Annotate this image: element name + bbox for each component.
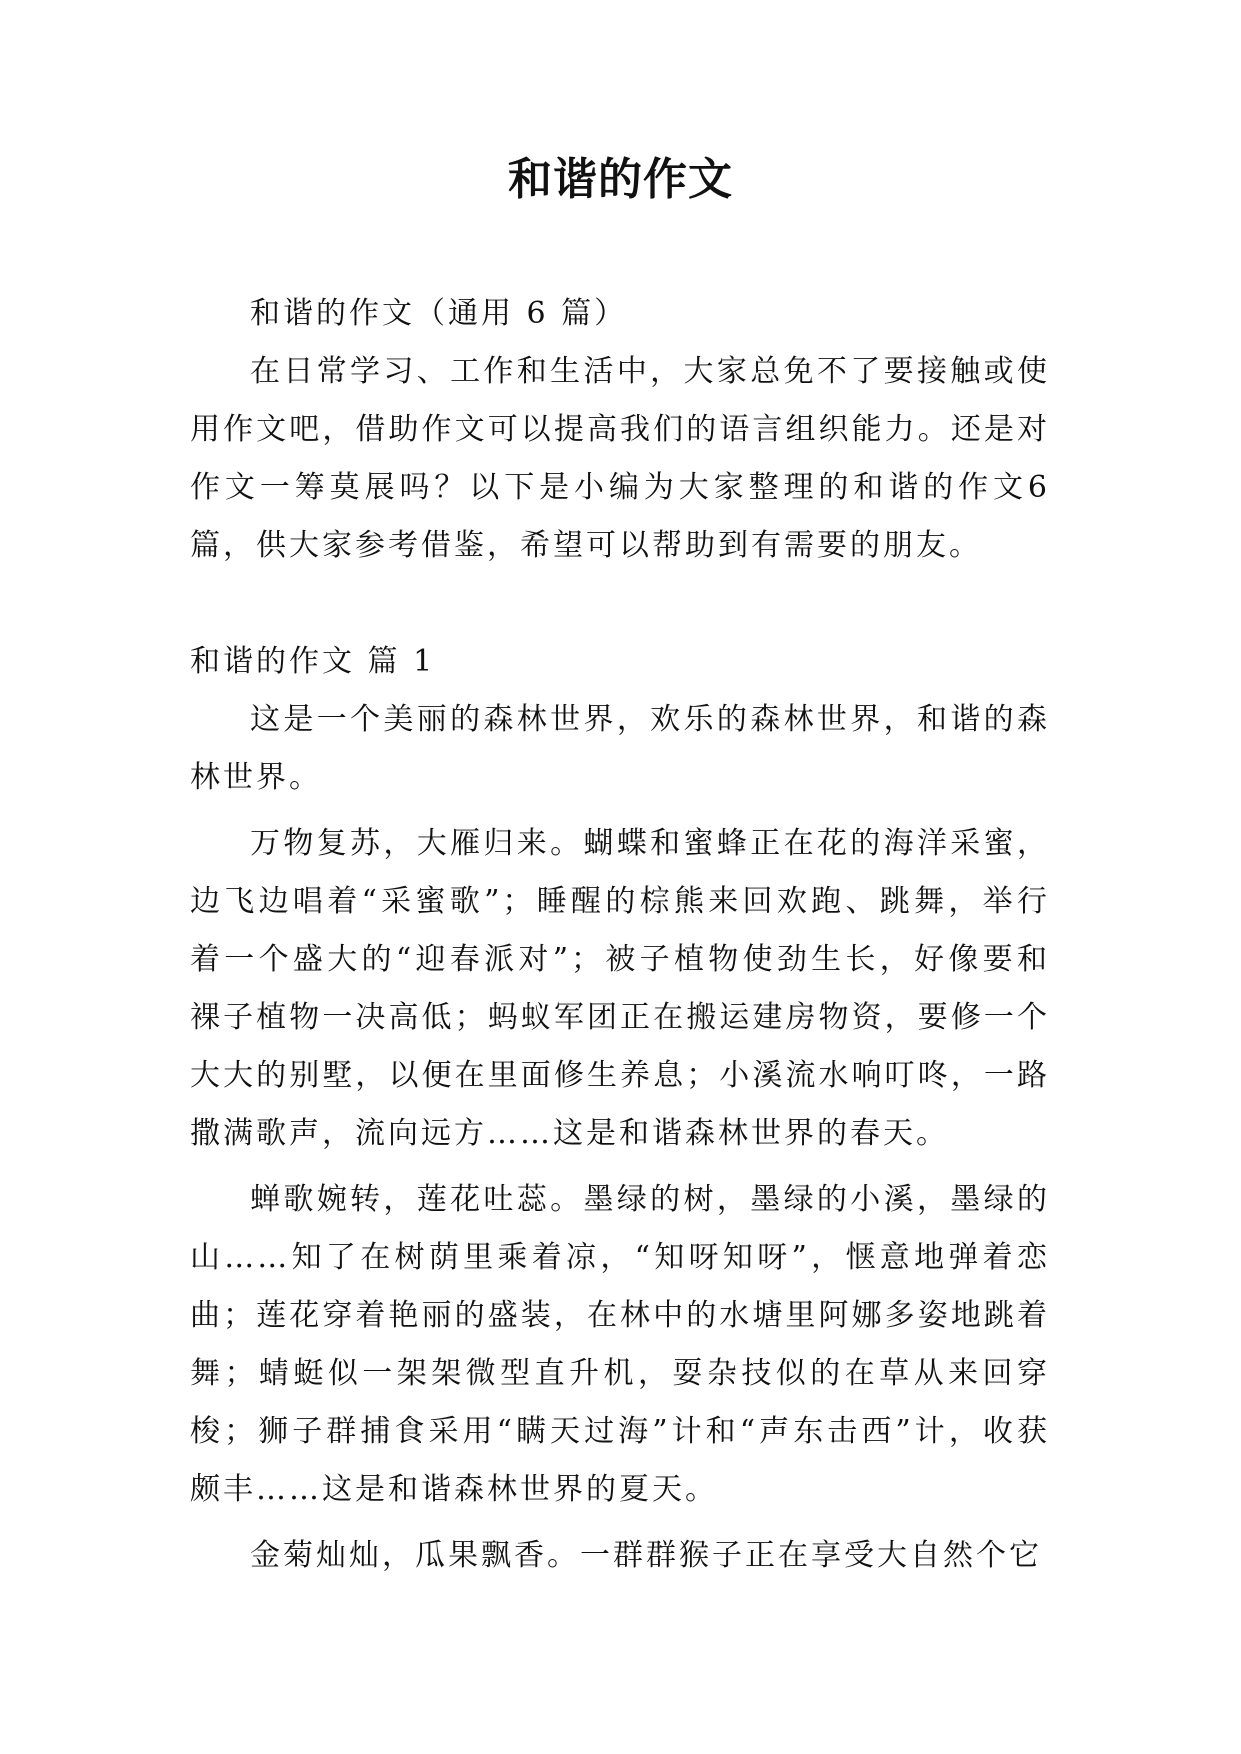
document-body [190, 285, 1050, 1585]
section-paragraph: 万物复苏，大雁归来。蝴蝶和蜜蜂正在花的海洋采蜜，边飞边唱着“采蜜歌”；睡醒的棕熊来回欢跑、跳舞，举行着一个盛大的“迎春派对”；被子植物使劲生长，好像要和裸子植物一决高低；蚂蚁军团正在搬运建房物资，要修一个大大的别墅，以便在里面修生养息；小溪流水响叮咚，一路撒满歌声，流向远方……这是和谐森林世界的春天。 [190, 826, 1050, 1151]
section-paragraph: 蝉歌婉转，莲花吐蕊。墨绿的树，墨绿的小溪，墨绿的山……知了在树荫里乘着凉，“知呀知呀”，惬意地弹着恋曲；莲花穿着艳丽的盛装，在林中的水塘里阿娜多姿地跳着舞；蜻蜓似一架架微型直升机，耍杂技似的在草从来回穿梭；狮子群捕食采用“瞒天过海”计和“声东击西”计，收获颇丰……这是和谐森林世界的夏天。 [190, 1182, 1050, 1507]
intro-paragraph: 在日常学习、工作和生活中，大家总免不了要接触或使用作文吧，借助作文可以提高我们的语言组织能力。还是对作文一筹莫展吗？以下是小编为大家整理的和谐的作文6篇，供大家参考借鉴，希望可以帮助到有需要的朋友。 [190, 354, 1050, 563]
section-paragraph: 这是一个美丽的森林世界，欢乐的森林世界，和谐的森林世界。 [190, 702, 1050, 795]
section-paragraph: 金菊灿灿，瓜果飘香。一群群猴子正在享受大自然个它 [250, 1538, 1042, 1573]
section-heading: 和谐的作文 篇 1 [190, 644, 436, 679]
document-title: 和谐的作文 [508, 154, 733, 205]
document-subtitle: 和谐的作文（通用 6 篇） [250, 296, 628, 331]
